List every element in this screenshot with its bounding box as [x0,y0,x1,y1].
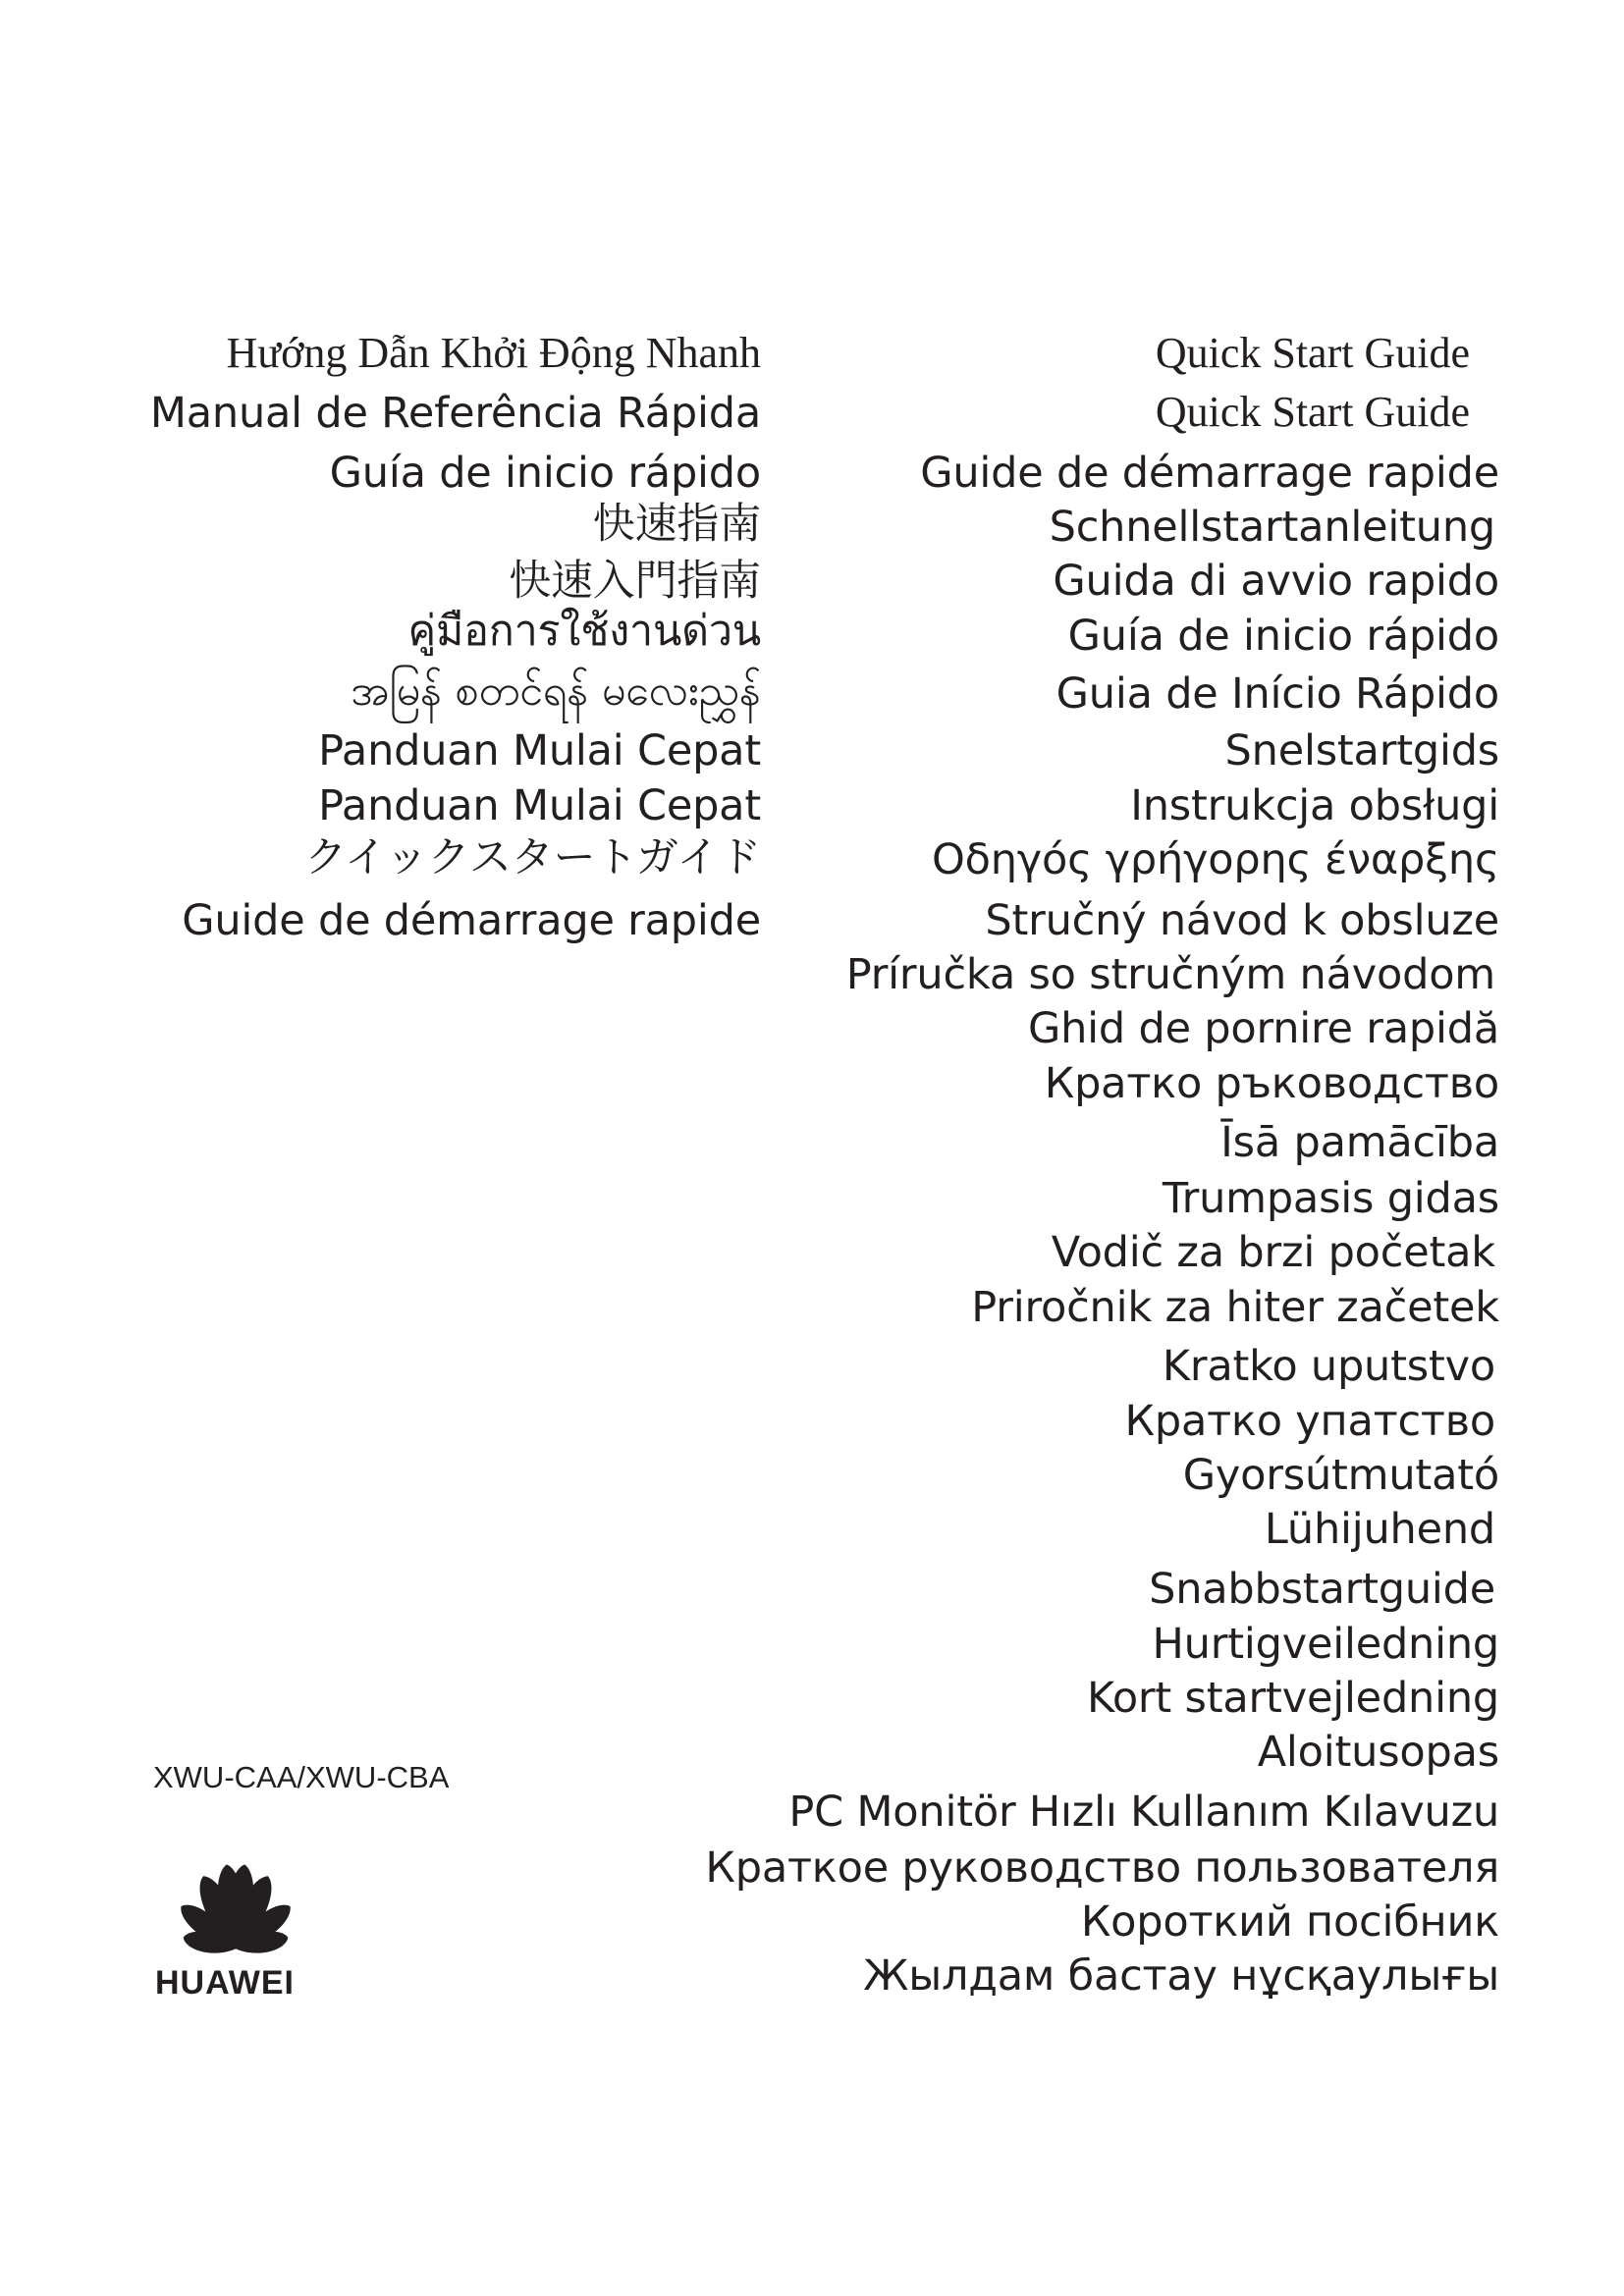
title-greek: Οδηγός γρήγορης έναρξης [931,835,1499,884]
title-chinese-traditional: 快速入門指南 [509,557,761,606]
title-chinese-simplified: 快速指南 [592,500,761,549]
title-english-1: Quick Start Guide [1155,329,1470,377]
title-french: Guide de démarrage rapide [920,449,1499,498]
title-slovak: Príručka so stručným návodom [845,950,1495,999]
title-dutch: Snelstartgids [1224,726,1499,775]
title-serbian: Kratko uputstvo [1162,1342,1495,1391]
title-portuguese: Guia de Início Rápido [1056,669,1499,719]
title-indonesian: Panduan Mulai Cepat [318,726,761,775]
title-hungarian: Gyorsútmutató [1182,1451,1499,1500]
title-finnish: Aloitusopas [1257,1728,1499,1777]
title-norwegian: Hurtigveiledning [1152,1620,1499,1669]
title-russian: Краткое руководство пользователя [705,1843,1499,1893]
title-spanish-latam: Guía de inicio rápido [329,449,761,498]
title-french-canada: Guide de démarrage rapide [182,896,761,945]
brand-wordmark: HUAWEI [155,1964,295,2002]
title-vietnamese: Hướng Dẫn Khởi Động Nhanh [226,329,761,377]
title-burmese: အမြန် စတင်ရန် မလေးညွှန် [351,667,761,716]
title-bulgarian: Кратко ръководство [1044,1059,1499,1108]
title-slovenian: Priročnik za hiter začetek [971,1283,1499,1332]
title-portuguese-br: Manual de Referência Rápida [149,389,761,438]
title-czech: Stručný návod k obsluze [985,896,1499,945]
title-estonian: Lühijuhend [1264,1505,1495,1554]
title-swedish: Snabbstartguide [1149,1565,1495,1614]
title-danish: Kort startvejledning [1086,1674,1499,1723]
title-latvian: Īsā pamācība [1220,1118,1499,1167]
title-english-2: Quick Start Guide [1155,388,1470,436]
title-thai: คู่มือการใช้งานด่วน [407,607,761,656]
title-spanish: Guía de inicio rápido [1067,612,1499,661]
title-ukrainian: Короткий посібник [1080,1897,1499,1947]
title-kazakh: Жылдам бастау нұсқаулығы [863,1951,1499,2001]
title-lithuanian: Trumpasis gidas [1162,1174,1499,1223]
title-romanian: Ghid de pornire rapidă [1027,1004,1499,1053]
model-number: XWU-CAA/XWU-CBA [153,1760,450,1794]
title-polish: Instrukcja obsługi [1130,781,1499,830]
title-macedonian: Кратко упатство [1124,1397,1495,1446]
title-turkish: PC Monitör Hızlı Kullanım Kılavuzu [788,1788,1499,1837]
title-german: Schnellstartanleitung [1049,503,1495,552]
title-italian: Guida di avvio rapido [1053,557,1499,606]
title-malay: Panduan Mulai Cepat [318,781,761,830]
title-japanese: クイックスタートガイド [304,833,761,882]
title-croatian: Vodič za brzi početak [1051,1228,1495,1277]
